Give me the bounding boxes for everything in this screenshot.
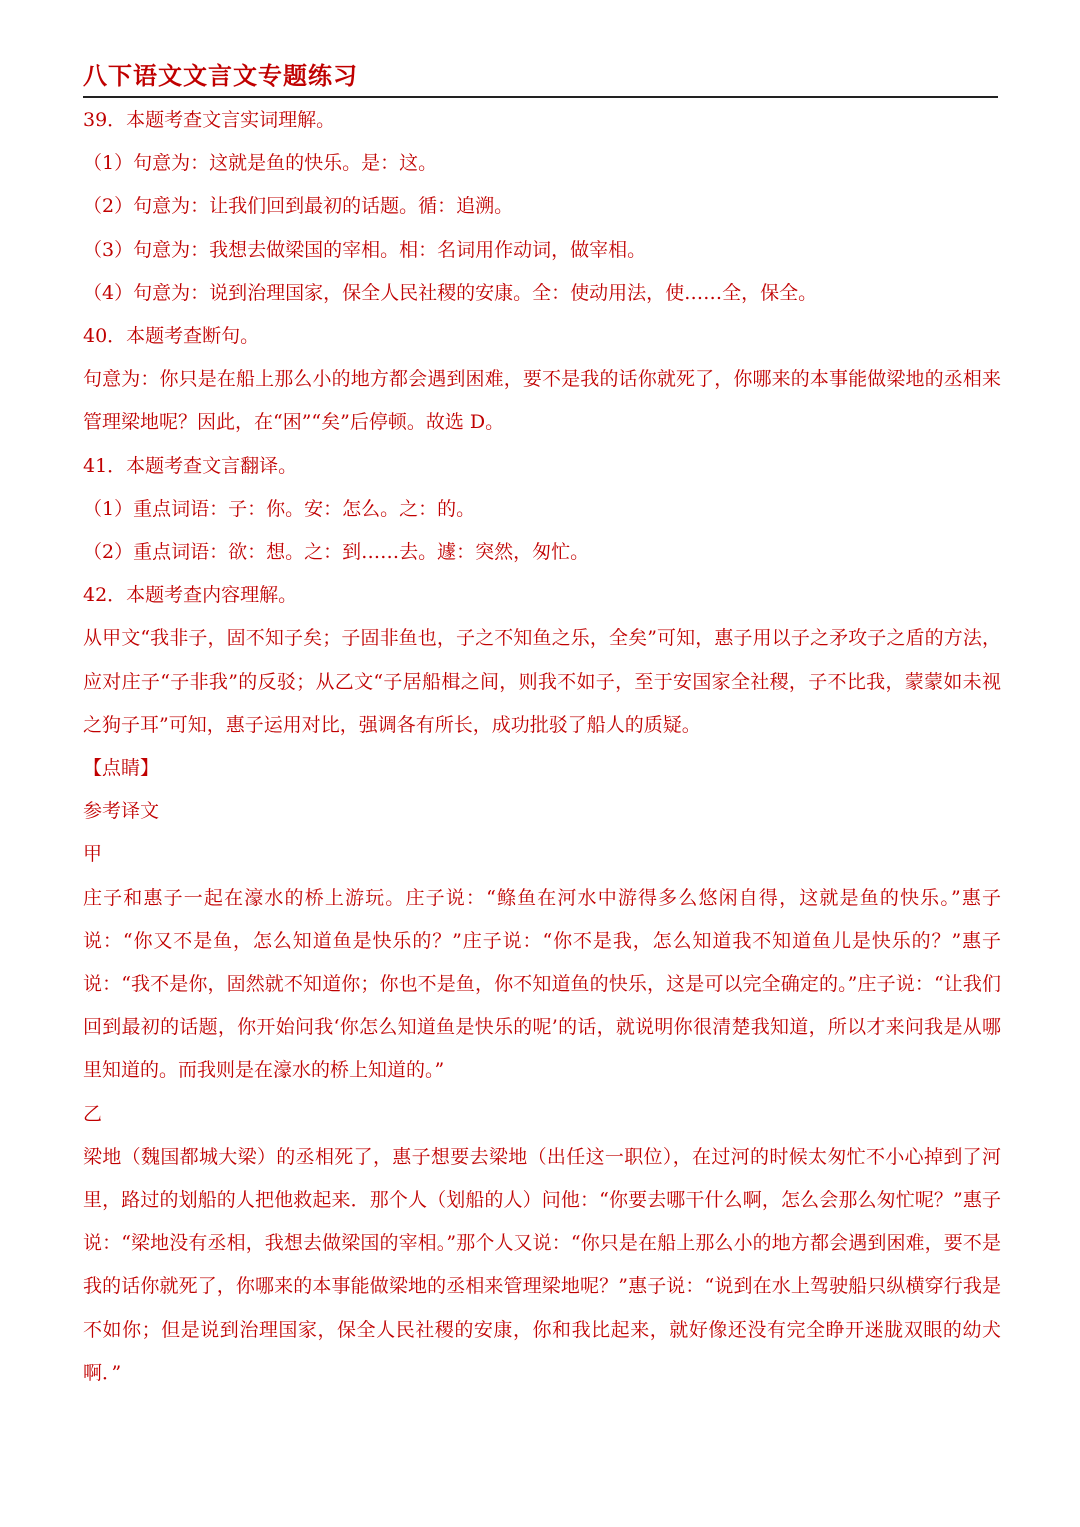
q42-heading: 42．本题考查内容理解。 (83, 584, 298, 607)
q41-item-1: （1）重点词语：子：你。安：怎么。之：的。 (83, 497, 476, 520)
q39-item-3: （3）句意为：我想去做梁国的宰相。相：名词用作动词，做宰相。 (83, 238, 647, 261)
q41-item-2: （2）重点词语：欲：想。之：到……去。遽：突然，匆忙。 (83, 541, 590, 564)
q39-item-1: （1）句意为：这就是鱼的快乐。是：这。 (83, 152, 438, 175)
q39-item-4: （4）句意为：说到治理国家，保全人民社稷的安康。全：使动用法，使……全，保全。 (83, 281, 818, 304)
q40-heading: 40．本题考查断句。 (83, 325, 260, 348)
q39-heading: 39．本题考查文言实词理解。 (83, 109, 336, 131)
text-a-label: 甲 (83, 843, 103, 866)
q42-explanation: 从甲文“我非子，固不知子矣；子固非鱼也，子之不知鱼之乐，全矣”可知，惠子用以子之矛攻子之盾的方法，应对庄子“子非我”的反驳；从乙文“子居船楫之间，则我不如子，至于安国家全社稷，子不比我，蒙蒙如未视之狗子耳”可知，惠子运用对比，强调各有所长，成功批驳了船人的质疑。 (83, 627, 1001, 736)
page-header (83, 58, 998, 98)
header-title: 八下语文文言文专题练习 (83, 61, 358, 90)
text-a-translation: 庄子和惠子一起在濠水的桥上游玩。庄子说：“鲦鱼在河水中游得多么悠闲自得，这就是鱼的快乐。”惠子说：“你又不是鱼，怎么知道鱼是快乐的？”庄子说：“你不是我，怎么知道我不知道鱼儿是快乐的？”惠子说：“我不是你，固然就不知道你；你也不是鱼，你不知道鱼的快乐，这是可以完全确定的。”庄子说：“让我们回到最初的话题，你开始问我‘你怎么知道鱼是快乐的呢’的话，就说明你很清楚我知道，所以才来问我是从哪里知道的。而我则是在濠水的桥上知道的。” (83, 886, 1001, 1082)
answer-content (83, 99, 1001, 1395)
q41-heading: 41．本题考查文言翻译。 (83, 454, 298, 477)
q40-explanation: 句意为：你只是在船上那么小的地方都会遇到困难，要不是我的话你就死了，你哪来的本事能做梁地的丞相来管理梁地呢？因此，在“困”“矣”后停顿。故选 D。 (83, 368, 1001, 434)
text-b-translation: 梁地（魏国都城大梁）的丞相死了，惠子想要去梁地（出任这一职位），在过河的时候太匆忙不小心掉到了河里，路过的划船的人把他救起来．那个人（划船的人）问他：“你要去哪干什么啊，怎么会那么匆忙呢？”惠子说：“梁地没有丞相，我想去做梁国的宰相。”那个人又说：“你只是在船上那么小的地方都会遇到困难，要不是我的话你就死了，你哪来的本事能做梁地的丞相来管理梁地呢？”惠子说：“说到在水上驾驶船只纵横穿行我是不如你；但是说到治理国家，保全人民社稷的安康，你和我比起来，就好像还没有完全睁开迷胧双眼的幼犬啊．” (83, 1145, 1001, 1384)
q39-item-2: （2）句意为：让我们回到最初的话题。循：追溯。 (83, 195, 514, 218)
dianjing-heading: 【点睛】 (83, 757, 160, 780)
text-b-label: 乙 (83, 1102, 103, 1125)
translation-heading: 参考译文 (83, 800, 160, 823)
